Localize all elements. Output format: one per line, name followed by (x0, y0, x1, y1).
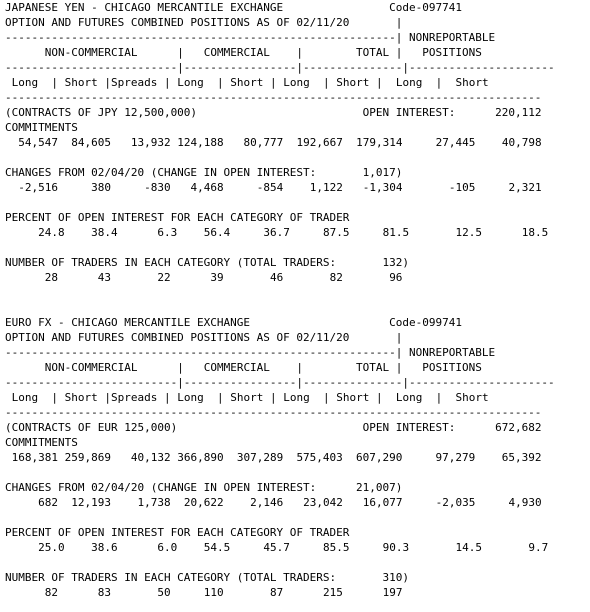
traders-label-line (5, 570, 409, 585)
value-cell: 46 (269, 271, 284, 284)
rule (5, 451, 12, 464)
column-header-line (5, 75, 489, 90)
rule (171, 271, 211, 284)
value-cell: 90.3 (382, 541, 410, 554)
rule (5, 181, 18, 194)
subtitle-line (5, 330, 402, 345)
commitments-label-line (5, 120, 78, 135)
short-header: Short (230, 391, 264, 404)
value-cell: 14.5 (455, 541, 482, 554)
value-cell: 40,132 (130, 451, 171, 464)
rule (111, 271, 157, 284)
value-cell: 12.5 (455, 226, 482, 239)
commitments-label: COMMITMENTS (5, 121, 78, 134)
contracts-line (5, 105, 541, 120)
traders-row (5, 270, 402, 285)
report-code: Code-099741 (389, 316, 462, 329)
changes-label-line (5, 480, 402, 495)
value-cell: 682 (38, 496, 58, 509)
traders-label: NUMBER OF TRADERS IN EACH CATEGORY (TOTAL TRADERS: (5, 571, 337, 584)
value-cell: 12,193 (71, 496, 111, 509)
rule (58, 586, 98, 599)
rule: --------------------------------------------------------------------------------- (5, 91, 542, 104)
value-cell: 192,667 (296, 136, 343, 149)
commercial-header: COMMERCIAL (203, 46, 270, 59)
value-cell: 380 (91, 181, 111, 194)
value-cell: 28 (44, 271, 58, 284)
rule: | (269, 46, 357, 59)
rule (403, 181, 449, 194)
rule (336, 571, 382, 584)
rule (475, 136, 502, 149)
value-cell: 110 (203, 586, 224, 599)
rule (177, 541, 204, 554)
rule (402, 136, 435, 149)
total-header: TOTAL (356, 361, 390, 374)
value-cell: 87.5 (323, 226, 350, 239)
rule (290, 226, 323, 239)
value-cell: -2,516 (18, 181, 58, 194)
long-header: Long (177, 76, 204, 89)
value-cell: 80,777 (243, 136, 284, 149)
value-cell: 13,932 (130, 136, 171, 149)
title-line (5, 315, 462, 330)
value-cell: 54.5 (203, 541, 231, 554)
rule (5, 586, 45, 599)
value-cell: 54,547 (18, 136, 58, 149)
rule (5, 391, 12, 404)
rule: | (369, 391, 396, 404)
rule (350, 541, 383, 554)
rule (58, 496, 71, 509)
long-header: Long (395, 76, 423, 89)
traders-label-line (5, 255, 409, 270)
rule-line (5, 30, 495, 45)
rule (290, 541, 323, 554)
long-header: Long (395, 391, 423, 404)
positions-header: POSITIONS (422, 361, 482, 374)
value-cell: 96 (389, 271, 403, 284)
rule: -----------------------------------------------------------| (5, 31, 409, 44)
rule-line (5, 90, 541, 105)
rule (177, 226, 204, 239)
category-header-line (5, 360, 482, 375)
rule (224, 136, 244, 149)
short-header: Short (64, 76, 98, 89)
rule (65, 226, 92, 239)
value-cell: 81.5 (382, 226, 410, 239)
rule: | (203, 76, 231, 89)
title-line (5, 0, 462, 15)
value-cell: 4,468 (190, 181, 224, 194)
rule (171, 496, 184, 509)
changes-label-line (5, 165, 402, 180)
rule (283, 1, 389, 14)
value-cell: -830 (144, 181, 171, 194)
rule (475, 496, 508, 509)
value-cell: 85.5 (323, 541, 350, 554)
short-header: Short (230, 76, 264, 89)
rule (171, 586, 204, 599)
rule (58, 271, 98, 284)
value-cell: 27,445 (435, 136, 476, 149)
rule (5, 226, 38, 239)
rule (409, 226, 455, 239)
rule (283, 586, 323, 599)
total-traders: 310) (382, 571, 409, 584)
rule: | (422, 76, 456, 89)
rule: | (263, 391, 284, 404)
value-cell: 1,738 (137, 496, 171, 509)
rule: -----------------------------------------------------------| (5, 346, 409, 359)
long-header: Long (11, 76, 39, 89)
value-cell: 179,314 (356, 136, 403, 149)
value-cell: -1,304 (362, 181, 403, 194)
rule (403, 496, 436, 509)
rule (111, 136, 131, 149)
rule (350, 226, 383, 239)
report-title: EURO FX - CHICAGO MERCANTILE EXCHANGE (5, 316, 251, 329)
rule (224, 496, 251, 509)
short-header: Short (336, 391, 370, 404)
rule: | (38, 76, 65, 89)
value-cell: 82 (329, 271, 343, 284)
rule (5, 76, 12, 89)
rule (177, 421, 362, 434)
value-cell: 97,279 (435, 451, 476, 464)
percent-label: PERCENT OF OPEN INTEREST FOR EACH CATEGORY OF TRADER (5, 211, 350, 224)
rule (5, 361, 45, 374)
value-cell: -2,035 (435, 496, 476, 509)
value-cell: 6.0 (157, 541, 178, 554)
traders-label: NUMBER OF TRADERS IN EACH CATEGORY (TOTAL TRADERS: (5, 256, 337, 269)
positions-header: POSITIONS (422, 46, 482, 59)
non-commercial-header: NON-COMMERCIAL (44, 361, 138, 374)
value-cell: 45.7 (263, 541, 290, 554)
short-header: Short (336, 76, 370, 89)
nonreportable-header: NONREPORTABLE (408, 31, 496, 44)
contracts-label: (CONTRACTS OF JPY 12,500,000) (5, 106, 198, 119)
rule (349, 331, 395, 344)
rule: | (389, 46, 423, 59)
rule: | (269, 361, 357, 374)
report-subtitle: OPTION AND FUTURES COMBINED POSITIONS AS OF 02/11/20 (5, 331, 350, 344)
value-cell: 215 (322, 586, 343, 599)
rule (5, 271, 45, 284)
rule (250, 316, 389, 329)
long-header: Long (283, 76, 310, 89)
change-open-interest: 1,017) (362, 166, 403, 179)
value-cell: 307,289 (236, 451, 284, 464)
rule: | (38, 391, 65, 404)
commitments-label: COMMITMENTS (5, 436, 78, 449)
value-cell: 50 (157, 586, 171, 599)
rule-line (5, 375, 555, 390)
value-cell: 22 (157, 271, 171, 284)
report-subtitle: OPTION AND FUTURES COMBINED POSITIONS AS OF 02/11/20 (5, 16, 350, 29)
rule (197, 106, 363, 119)
spreads-header: Spreads (111, 76, 158, 89)
contracts-label: (CONTRACTS OF EUR 125,000) (5, 421, 178, 434)
rule: | (97, 391, 111, 404)
value-cell: 2,146 (250, 496, 284, 509)
rule (5, 136, 18, 149)
category-header-line (5, 45, 482, 60)
rule (343, 136, 356, 149)
value-cell: 38.6 (91, 541, 118, 554)
long-header: Long (11, 391, 39, 404)
rule (455, 106, 495, 119)
rule (343, 586, 383, 599)
rule (343, 271, 389, 284)
rule: | (263, 76, 284, 89)
changes-label: CHANGES FROM 02/04/20 (CHANGE IN OPEN INTEREST: (5, 166, 317, 179)
value-cell: -854 (256, 181, 284, 194)
total-traders: 132) (382, 256, 409, 269)
rule (402, 451, 435, 464)
value-cell: 366,890 (177, 451, 224, 464)
value-cell: 87 (269, 586, 284, 599)
rule: | (369, 76, 396, 89)
rule: | (203, 391, 231, 404)
rule (349, 16, 395, 29)
value-cell: -105 (448, 181, 476, 194)
value-cell: 4,930 (508, 496, 542, 509)
rule (230, 541, 263, 554)
rule (482, 541, 528, 554)
rule (171, 181, 191, 194)
percent-label-line (5, 210, 349, 225)
rule: --------------------------|-----------------|---------------|---------------------- (5, 61, 555, 74)
rule (58, 136, 71, 149)
short-header: Short (64, 391, 98, 404)
value-cell: 259,869 (64, 451, 111, 464)
change-open-interest: 21,007) (356, 481, 403, 494)
rule-line (5, 405, 541, 420)
rule (111, 451, 131, 464)
open-interest-value: 220,112 (495, 106, 542, 119)
rule: | (97, 76, 111, 89)
rule (5, 496, 38, 509)
rule (224, 451, 237, 464)
rule (455, 421, 495, 434)
open-interest-label: OPEN INTEREST: (362, 106, 456, 119)
value-cell: 84,605 (71, 136, 111, 149)
rule: | (137, 361, 204, 374)
value-cell: 23,042 (303, 496, 343, 509)
contracts-line (5, 420, 541, 435)
traders-row (5, 585, 402, 600)
value-cell: 607,290 (356, 451, 403, 464)
value-cell: 6.3 (157, 226, 178, 239)
rule (58, 181, 91, 194)
value-cell: 9.7 (528, 541, 549, 554)
rule: | (309, 76, 337, 89)
rule: --------------------------|-----------------|---------------|---------------------- (5, 376, 555, 389)
percents-row (5, 540, 548, 555)
rule (475, 181, 508, 194)
rule (5, 541, 38, 554)
short-header: Short (455, 76, 489, 89)
value-cell: 1,122 (309, 181, 343, 194)
nonreportable-header: NONREPORTABLE (408, 346, 496, 359)
rule (5, 46, 45, 59)
rule (336, 256, 382, 269)
value-cell: 65,392 (501, 451, 542, 464)
value-cell: 24.8 (38, 226, 65, 239)
percent-label: PERCENT OF OPEN INTEREST FOR EACH CATEGORY OF TRADER (5, 526, 350, 539)
report-code: Code-097741 (389, 1, 462, 14)
rule-line (5, 345, 495, 360)
rule (224, 271, 270, 284)
rule (118, 541, 158, 554)
rule: | (389, 361, 423, 374)
value-cell: 20,622 (183, 496, 224, 509)
value-cell: 575,403 (296, 451, 343, 464)
open-interest-label: OPEN INTEREST: (362, 421, 456, 434)
rule: | (309, 391, 337, 404)
value-cell: 16,077 (362, 496, 403, 509)
rule (58, 451, 65, 464)
value-cell: 2,321 (508, 181, 542, 194)
rule: | (157, 391, 178, 404)
rule: | (157, 76, 178, 89)
rule (111, 496, 138, 509)
value-cell: 38.4 (91, 226, 118, 239)
commitments-row (5, 450, 542, 465)
commitments-label-line (5, 435, 78, 450)
changes-row (5, 495, 542, 510)
spreads-header: Spreads (111, 391, 158, 404)
rule (343, 496, 363, 509)
rule (224, 181, 257, 194)
rule (118, 226, 158, 239)
value-cell: 197 (382, 586, 403, 599)
subtitle-line (5, 15, 402, 30)
rule (111, 181, 144, 194)
value-cell: 56.4 (203, 226, 231, 239)
long-header: Long (283, 391, 310, 404)
long-header: Long (177, 391, 204, 404)
rule: --------------------------------------------------------------------------------- (5, 406, 542, 419)
commercial-header: COMMERCIAL (203, 361, 270, 374)
total-header: TOTAL (356, 46, 390, 59)
rule: | (137, 46, 204, 59)
value-cell: 82 (44, 586, 58, 599)
commitments-row (5, 135, 542, 150)
rule: | (422, 391, 456, 404)
value-cell: 83 (97, 586, 111, 599)
rule: | (395, 16, 403, 29)
rule (283, 181, 310, 194)
rule (475, 451, 502, 464)
rule (283, 451, 296, 464)
rule-line (5, 60, 555, 75)
rule: | (395, 331, 403, 344)
rule (482, 226, 522, 239)
rule (283, 271, 329, 284)
rule (343, 181, 363, 194)
rule (316, 166, 362, 179)
rule (224, 586, 270, 599)
report-title: JAPANESE YEN - CHICAGO MERCANTILE EXCHANGE (5, 1, 284, 14)
value-cell: 40,798 (501, 136, 542, 149)
rule (230, 226, 263, 239)
rule (283, 496, 303, 509)
value-cell: 25.0 (38, 541, 65, 554)
non-commercial-header: NON-COMMERCIAL (44, 46, 138, 59)
value-cell: 124,188 (177, 136, 224, 149)
changes-row (5, 180, 542, 195)
rule (316, 481, 356, 494)
changes-label: CHANGES FROM 02/04/20 (CHANGE IN OPEN INTEREST: (5, 481, 317, 494)
rule (111, 586, 157, 599)
value-cell: 43 (97, 271, 111, 284)
value-cell: 39 (210, 271, 224, 284)
percent-label-line (5, 525, 349, 540)
open-interest-value: 672,682 (495, 421, 542, 434)
value-cell: 18.5 (521, 226, 549, 239)
rule (65, 541, 92, 554)
rule (283, 136, 296, 149)
short-header: Short (455, 391, 489, 404)
percents-row (5, 225, 548, 240)
rule (409, 541, 455, 554)
value-cell: 168,381 (11, 451, 58, 464)
rule (343, 451, 356, 464)
value-cell: 36.7 (263, 226, 290, 239)
column-header-line (5, 390, 489, 405)
